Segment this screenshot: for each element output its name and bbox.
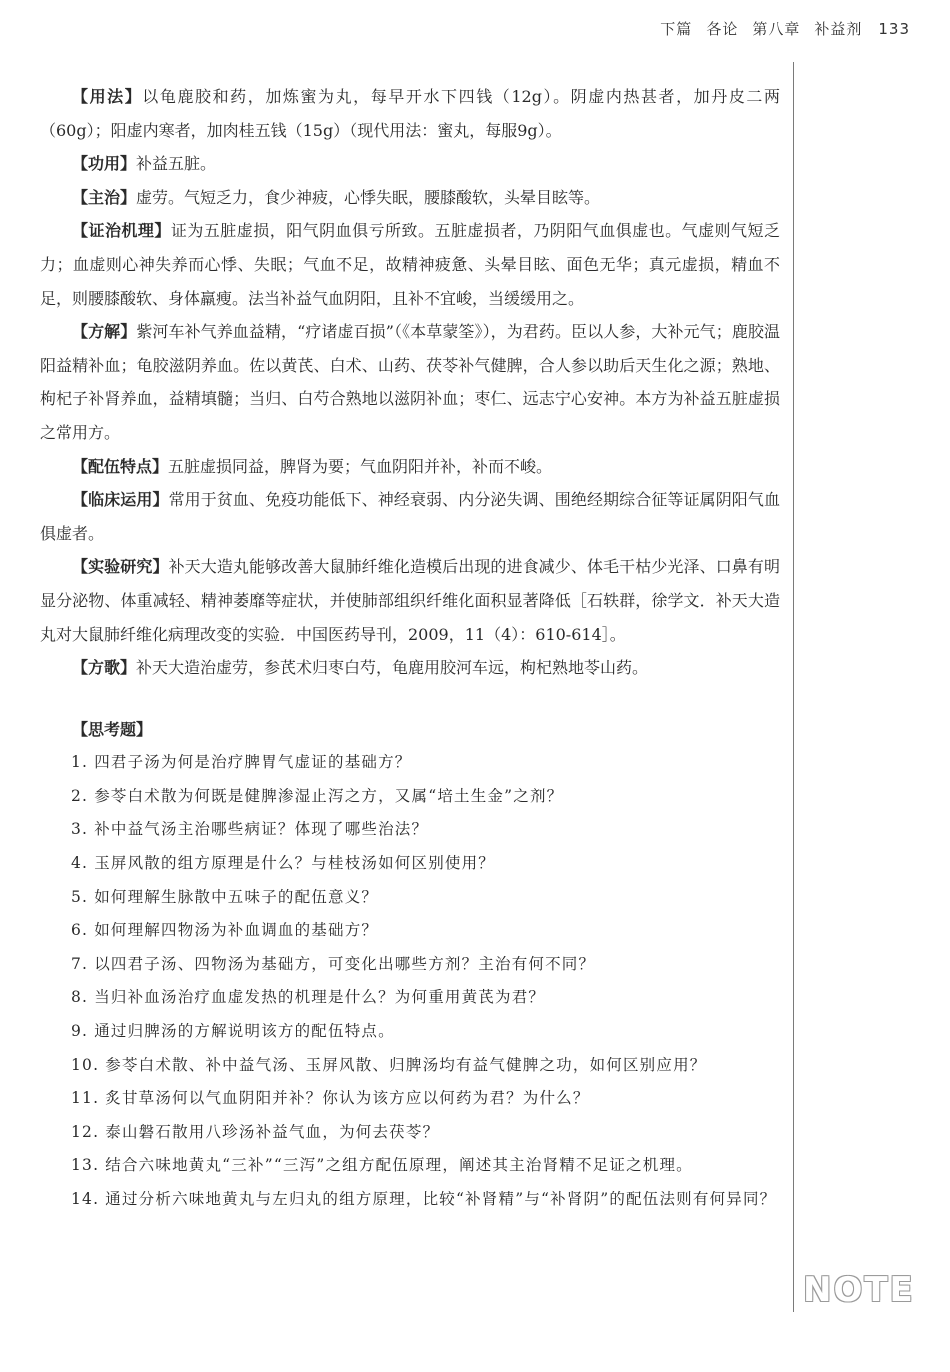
entry-tag: 【功用】 <box>72 154 137 174</box>
question-item: 14. 通过分析六味地黄丸与左归丸的组方原理，比较“补肾精”与“补肾阴”的配伍法则有何异同？ <box>71 1190 777 1208</box>
question-item: 2. 参苓白术散为何既是健脾渗湿止泻之方，又属“培土生金”之剂？ <box>71 786 564 805</box>
note-logo: NOTE <box>803 1270 915 1310</box>
entry-usage <box>40 80 780 147</box>
entry-text: 虚劳。气短乏力，食少神疲，心悸失眠，腰膝酸软，头晕目眩等。 <box>136 187 601 207</box>
entry-compatibility <box>40 450 780 484</box>
question-item: 6. 如何理解四物汤为补血调血的基础方？ <box>71 921 379 940</box>
question-item: 1. 四君子汤为何是治疗脾胃气虚证的基础方？ <box>71 753 412 772</box>
entry-text: 补益五脏。 <box>136 154 217 174</box>
header-section: 各论 <box>706 20 739 38</box>
entry-tag: 【方歌】 <box>72 658 137 678</box>
entry-tag: 【证治机理】 <box>72 221 171 241</box>
page-body <box>40 80 780 1217</box>
entry-text: 补天大造丸能够改善大鼠肺纤维化造模后出现的进食减少、体毛干枯少光泽、口鼻有明显分泌物、体重减轻、精神萎靡等症状，并使肺部组织纤维化面积显著降低［石轶群，徐学文．补天大造丸对大鼠肺纤维化病理改变的实验．中国医药导刊，2009，11（4）：610-614］。 <box>40 557 780 644</box>
question-item: 10. 参苓白术散、补中益气汤、玉屏风散、归脾汤均有益气健脾之功，如何区别应用？ <box>71 1055 707 1074</box>
entry-tag: 【临床运用】 <box>72 490 169 510</box>
entry-indications <box>40 181 780 215</box>
question-item: 5. 如何理解生脉散中五味子的配伍意义？ <box>71 887 379 906</box>
question-item: 11. 炙甘草汤何以气血阴阳并补？你认为该方应以何药为君？为什么？ <box>71 1089 590 1108</box>
entry-text: 补天大造治虚劳，参芪术归枣白芍，龟鹿用胶河车远，枸杞熟地苓山药。 <box>136 658 649 678</box>
entry-text: 紫河车补气养血益精，“疗诸虚百损”（《本草蒙筌》），为君药。臣以人参，大补元气；鹿胶温阳益精补血；龟胶滋阴养血。佐以黄芪、白术、山药、茯苓补气健脾，合人参以助后天生化之源；熟地、枸杞子补肾养血，益精填髓；当归、白芍合熟地以滋阴补血；枣仁、远志宁心安神。本方为补益五脏虚损之常用方。 <box>40 322 780 442</box>
question-item: 9. 通过归脾汤的方解说明该方的配伍特点。 <box>71 1022 395 1041</box>
question-item: 12. 泰山磐石散用八珍汤补益气血，为何去茯苓？ <box>71 1122 440 1141</box>
question-item: 8. 当归补血汤治疗血虚发热的机理是什么？为何重用黄芪为君？ <box>71 988 546 1007</box>
running-header <box>660 18 910 39</box>
entry-formula-song <box>40 651 780 685</box>
question-item: 7. 以四君子汤、四物汤为基础方，可变化出哪些方剂？主治有何不同？ <box>71 954 596 973</box>
entry-function <box>40 147 780 181</box>
entry-tag: 【实验研究】 <box>72 557 169 577</box>
entry-mechanism <box>40 214 780 315</box>
header-chapter-title: 补益剂 <box>814 20 863 38</box>
entry-formula-explanation <box>40 315 780 449</box>
question-item: 4. 玉屏风散的组方原理是什么？与桂枝汤如何区别使用？ <box>71 854 496 873</box>
entry-tag: 【方解】 <box>72 322 137 342</box>
questions-heading: 【思考题】 <box>72 719 153 739</box>
entry-text: 五脏虚损同益，脾肾为要；气血阴阳并补，补而不峻。 <box>168 456 553 476</box>
entry-tag: 【主治】 <box>72 187 137 207</box>
margin-divider <box>793 62 794 1312</box>
question-item: 3. 补中益气汤主治哪些病证？体现了哪些治法？ <box>71 820 429 839</box>
header-part: 下篇 <box>660 20 693 38</box>
entry-text: 证为五脏虚损，阳气阴血俱亏所致。五脏虚损者，乃阴阳气血俱虚也。气虚则气短乏力；血虚则心神失养而心悸、失眠；气血不足，故精神疲惫、头晕目眩、面色无华；真元虚损，精血不足，则腰膝酸软、身体羸瘦。法当补益气血阴阳，且补不宜峻，当缓缓用之。 <box>40 221 780 308</box>
questions-list <box>40 746 780 1216</box>
header-chapter: 第八章 <box>752 20 801 38</box>
entry-clinical-use <box>40 483 780 550</box>
entry-tag: 【配伍特点】 <box>72 456 169 476</box>
page-number: 133 <box>878 20 910 38</box>
entry-research <box>40 550 780 651</box>
entry-text: 以龟鹿胶和药，加炼蜜为丸，每早开水下四钱（12g）。阴虚内热甚者，加丹皮二两（60g）；阳虚内寒者，加肉桂五钱（15g）（现代用法：蜜丸，每服9g）。 <box>40 87 780 140</box>
entry-tag: 【用法】 <box>72 87 143 106</box>
entry-text: 常用于贫血、免疫功能低下、神经衰弱、内分泌失调、围绝经期综合征等证属阴阳气血俱虚者。 <box>40 490 780 543</box>
question-item: 13. 结合六味地黄丸“三补”“三泻”之组方配伍原理，阐述其主治肾精不足证之机理。 <box>71 1156 693 1175</box>
